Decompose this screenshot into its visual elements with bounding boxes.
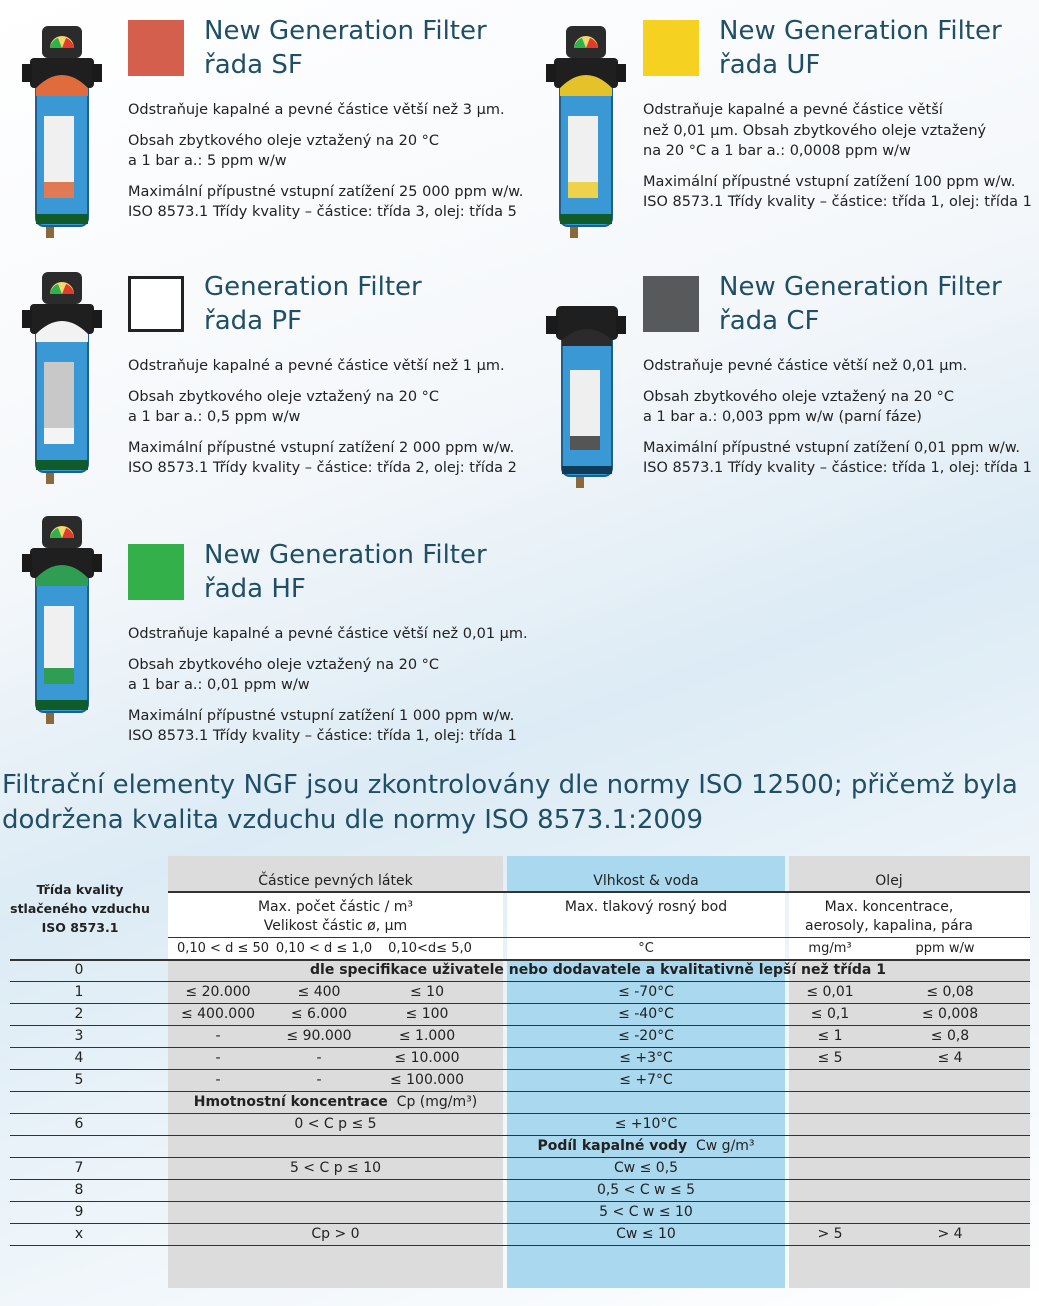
table-row <box>10 1003 1030 1025</box>
cell: > 4 <box>937 1226 963 1242</box>
cell: ≤ 0,01 <box>806 984 854 1000</box>
class-cell: 6 <box>74 1116 84 1132</box>
product-description: Odstraňuje kapalné a pevné částice větší než 0,01 µm. Obsah zbytkového oleje vztažený na 20 °C a 1 bar a.: 0,0008 ppm w/w Maximální přípustné vstupní zatížení 100 ppm w/w. ISO 8573.1 Třídy kvality – částice: třída 1, olej: třída 1 <box>643 102 1032 210</box>
table-row <box>10 1179 1030 1201</box>
cell: ≤ 4 <box>937 1050 963 1066</box>
cell: ≤ -20°C <box>618 1028 674 1044</box>
product-title: New Generation Filter řada HF <box>204 540 487 604</box>
table-row <box>10 981 1030 1003</box>
liquid-header: Podíl kapalné vody Cw g/m³ <box>537 1138 755 1154</box>
class-header: Třída kvality stlačeného vzduchu ISO 8573.1 <box>10 882 150 935</box>
class-cell: 5 <box>74 1072 84 1088</box>
cell: - <box>215 1050 221 1066</box>
filter-image-sf <box>22 18 102 240</box>
cell: Cp > 0 <box>311 1226 360 1242</box>
table-row <box>10 1135 1030 1157</box>
moisture-unit: °C <box>638 941 654 956</box>
class-cell: 0 <box>74 962 84 978</box>
table-row <box>10 1047 1030 1069</box>
filter-image-hf <box>22 508 102 726</box>
cell: ≤ +10°C <box>614 1116 678 1132</box>
oil-col-1: mg/m³ <box>808 941 852 956</box>
filter-image-pf <box>22 264 102 486</box>
product-uf <box>643 16 1033 220</box>
cell: ≤ 1 <box>817 1028 843 1044</box>
class-cell: x <box>74 1226 84 1242</box>
class-cell: 7 <box>74 1160 84 1176</box>
product-title: New Generation Filter řada SF <box>204 16 487 80</box>
cell: ≤ 6.000 <box>290 1006 348 1022</box>
product-hf <box>128 540 528 744</box>
cell: ≤ 0,008 <box>921 1006 979 1022</box>
cell: ≤ 400.000 <box>180 1006 256 1022</box>
filter-image-uf <box>546 18 626 240</box>
oil-header: Olej <box>875 873 903 889</box>
oil-col-2: ppm w/w <box>915 941 975 956</box>
cell: 0 < C p ≤ 5 <box>294 1116 377 1132</box>
class-cell: 4 <box>74 1050 84 1066</box>
particles-subheader: Max. počet částic / m³ Velikost částic ø, µm <box>257 899 414 934</box>
cell: 5 < C w ≤ 10 <box>599 1204 693 1220</box>
product-cf <box>643 272 1033 476</box>
cell: ≤ 100 <box>405 1006 449 1022</box>
cell: ≤ +7°C <box>619 1072 673 1088</box>
product-pf <box>128 272 528 476</box>
color-swatch-uf <box>643 20 699 76</box>
table-row <box>10 1157 1030 1179</box>
color-swatch-hf <box>128 544 184 600</box>
filter-image-cf <box>546 300 626 490</box>
cell: - <box>316 1050 322 1066</box>
cell: ≤ -70°C <box>618 984 674 1000</box>
cell: ≤ 10.000 <box>394 1050 460 1066</box>
cell: ≤ 0,08 <box>926 984 974 1000</box>
moisture-subheader: Max. tlakový rosný bod <box>564 899 728 915</box>
class-cell: 2 <box>74 1006 84 1022</box>
cell: ≤ 400 <box>297 984 341 1000</box>
table-row <box>10 1223 1030 1245</box>
header-line <box>168 937 1030 938</box>
cell: - <box>215 1072 221 1088</box>
cell: 0,5 < C w ≤ 5 <box>596 1182 696 1198</box>
class-cell: 8 <box>74 1182 84 1198</box>
cell: > 5 <box>817 1226 843 1242</box>
table-row <box>10 1091 1030 1113</box>
cell: Cw ≤ 10 <box>616 1226 676 1242</box>
product-description: Odstraňuje pevné částice větší než 0,01 µm. Obsah zbytkového oleje vztažený na 20 °C a 1 bar a.: 0,003 ppm w/w (parní fáze) Maximální přípustné vstupní zatížení 0,01 ppm w/w. ISO 8573.1 Třídy kvality – částice: třída 1, olej: třída 1 <box>643 358 1032 476</box>
product-sf <box>128 16 528 220</box>
cell: Cw ≤ 0,5 <box>613 1160 679 1176</box>
product-description: Odstraňuje kapalné a pevné částice větší než 3 µm. Obsah zbytkového oleje vztažený na 20 °C a 1 bar a.: 5 ppm w/w Maximální přípustné vstupní zatížení 25 000 ppm w/w. ISO 8573.1 Třídy kvality – částice: třída 3, olej: třída 5 <box>128 102 524 220</box>
cell: ≤ 1.000 <box>398 1028 456 1044</box>
product-title: New Generation Filter řada UF <box>719 16 1002 80</box>
oil-subheader: Max. koncentrace, aerosoly, kapalina, pára <box>805 899 973 934</box>
table-row <box>10 1069 1030 1091</box>
cell: - <box>316 1072 322 1088</box>
product-title: New Generation Filter řada CF <box>719 272 1002 336</box>
product-description: Odstraňuje kapalné a pevné částice větší než 1 µm. Obsah zbytkového oleje vztažený na 20 °C a 1 bar a.: 0,5 ppm w/w Maximální přípustné vstupní zatížení 2 000 ppm w/w. ISO 8573.1 Třídy kvality – částice: třída 2, olej: třída 2 <box>128 358 517 476</box>
particles-header: Částice pevných látek <box>258 873 413 889</box>
cell: ≤ 0,1 <box>810 1006 850 1022</box>
product-title: Generation Filter řada PF <box>204 272 422 336</box>
header-line <box>168 891 1030 893</box>
table-row <box>10 1025 1030 1047</box>
row0-text: dle specifikace uživatele nebo dodavatele a kvalitativně lepší než třída 1 <box>310 962 886 978</box>
cell: - <box>215 1028 221 1044</box>
color-swatch-sf <box>128 20 184 76</box>
section-headline: Filtrační elementy NGF jsou zkontrolovány dle normy ISO 12500; přičemž byla dodržena kvalita vzduchu dle normy ISO 8573.1:2009 <box>2 770 1018 835</box>
class-cell: 9 <box>74 1204 84 1220</box>
product-description: Odstraňuje kapalné a pevné částice větší než 0,01 µm. Obsah zbytkového oleje vztažený na 20 °C a 1 bar a.: 0,01 ppm w/w Maximální přípustné vstupní zatížení 1 000 ppm w/w. ISO 8573.1 Třídy kvality – částice: třída 1, olej: třída 1 <box>128 626 528 744</box>
color-swatch-pf <box>128 276 184 332</box>
moisture-header: Vlhkost & voda <box>593 873 699 889</box>
particles-col-1: 0,10 < d ≤ 50 <box>176 941 270 956</box>
cell: ≤ 5 <box>817 1050 843 1066</box>
table-row <box>10 1113 1030 1135</box>
particles-col-3: 0,10<d≤ 5,0 <box>388 941 472 956</box>
class-cell: 3 <box>74 1028 84 1044</box>
cell: ≤ +3°C <box>619 1050 673 1066</box>
row-line <box>10 1245 1030 1246</box>
color-swatch-cf <box>643 276 699 332</box>
cell: ≤ -40°C <box>618 1006 674 1022</box>
class-cell: 1 <box>74 984 84 1000</box>
cell: ≤ 90.000 <box>286 1028 352 1044</box>
cell: ≤ 0,8 <box>930 1028 970 1044</box>
table-row <box>10 1201 1030 1223</box>
cell: 5 < C p ≤ 10 <box>289 1160 382 1176</box>
cell: ≤ 20.000 <box>185 984 251 1000</box>
cell: ≤ 10 <box>410 984 444 1000</box>
table-row <box>10 959 1030 981</box>
cell: ≤ 100.000 <box>389 1072 465 1088</box>
particles-col-2: 0,10 < d ≤ 1,0 <box>275 941 373 956</box>
mass-header: Hmotnostní koncentrace Cp (mg/m³) <box>193 1094 478 1110</box>
